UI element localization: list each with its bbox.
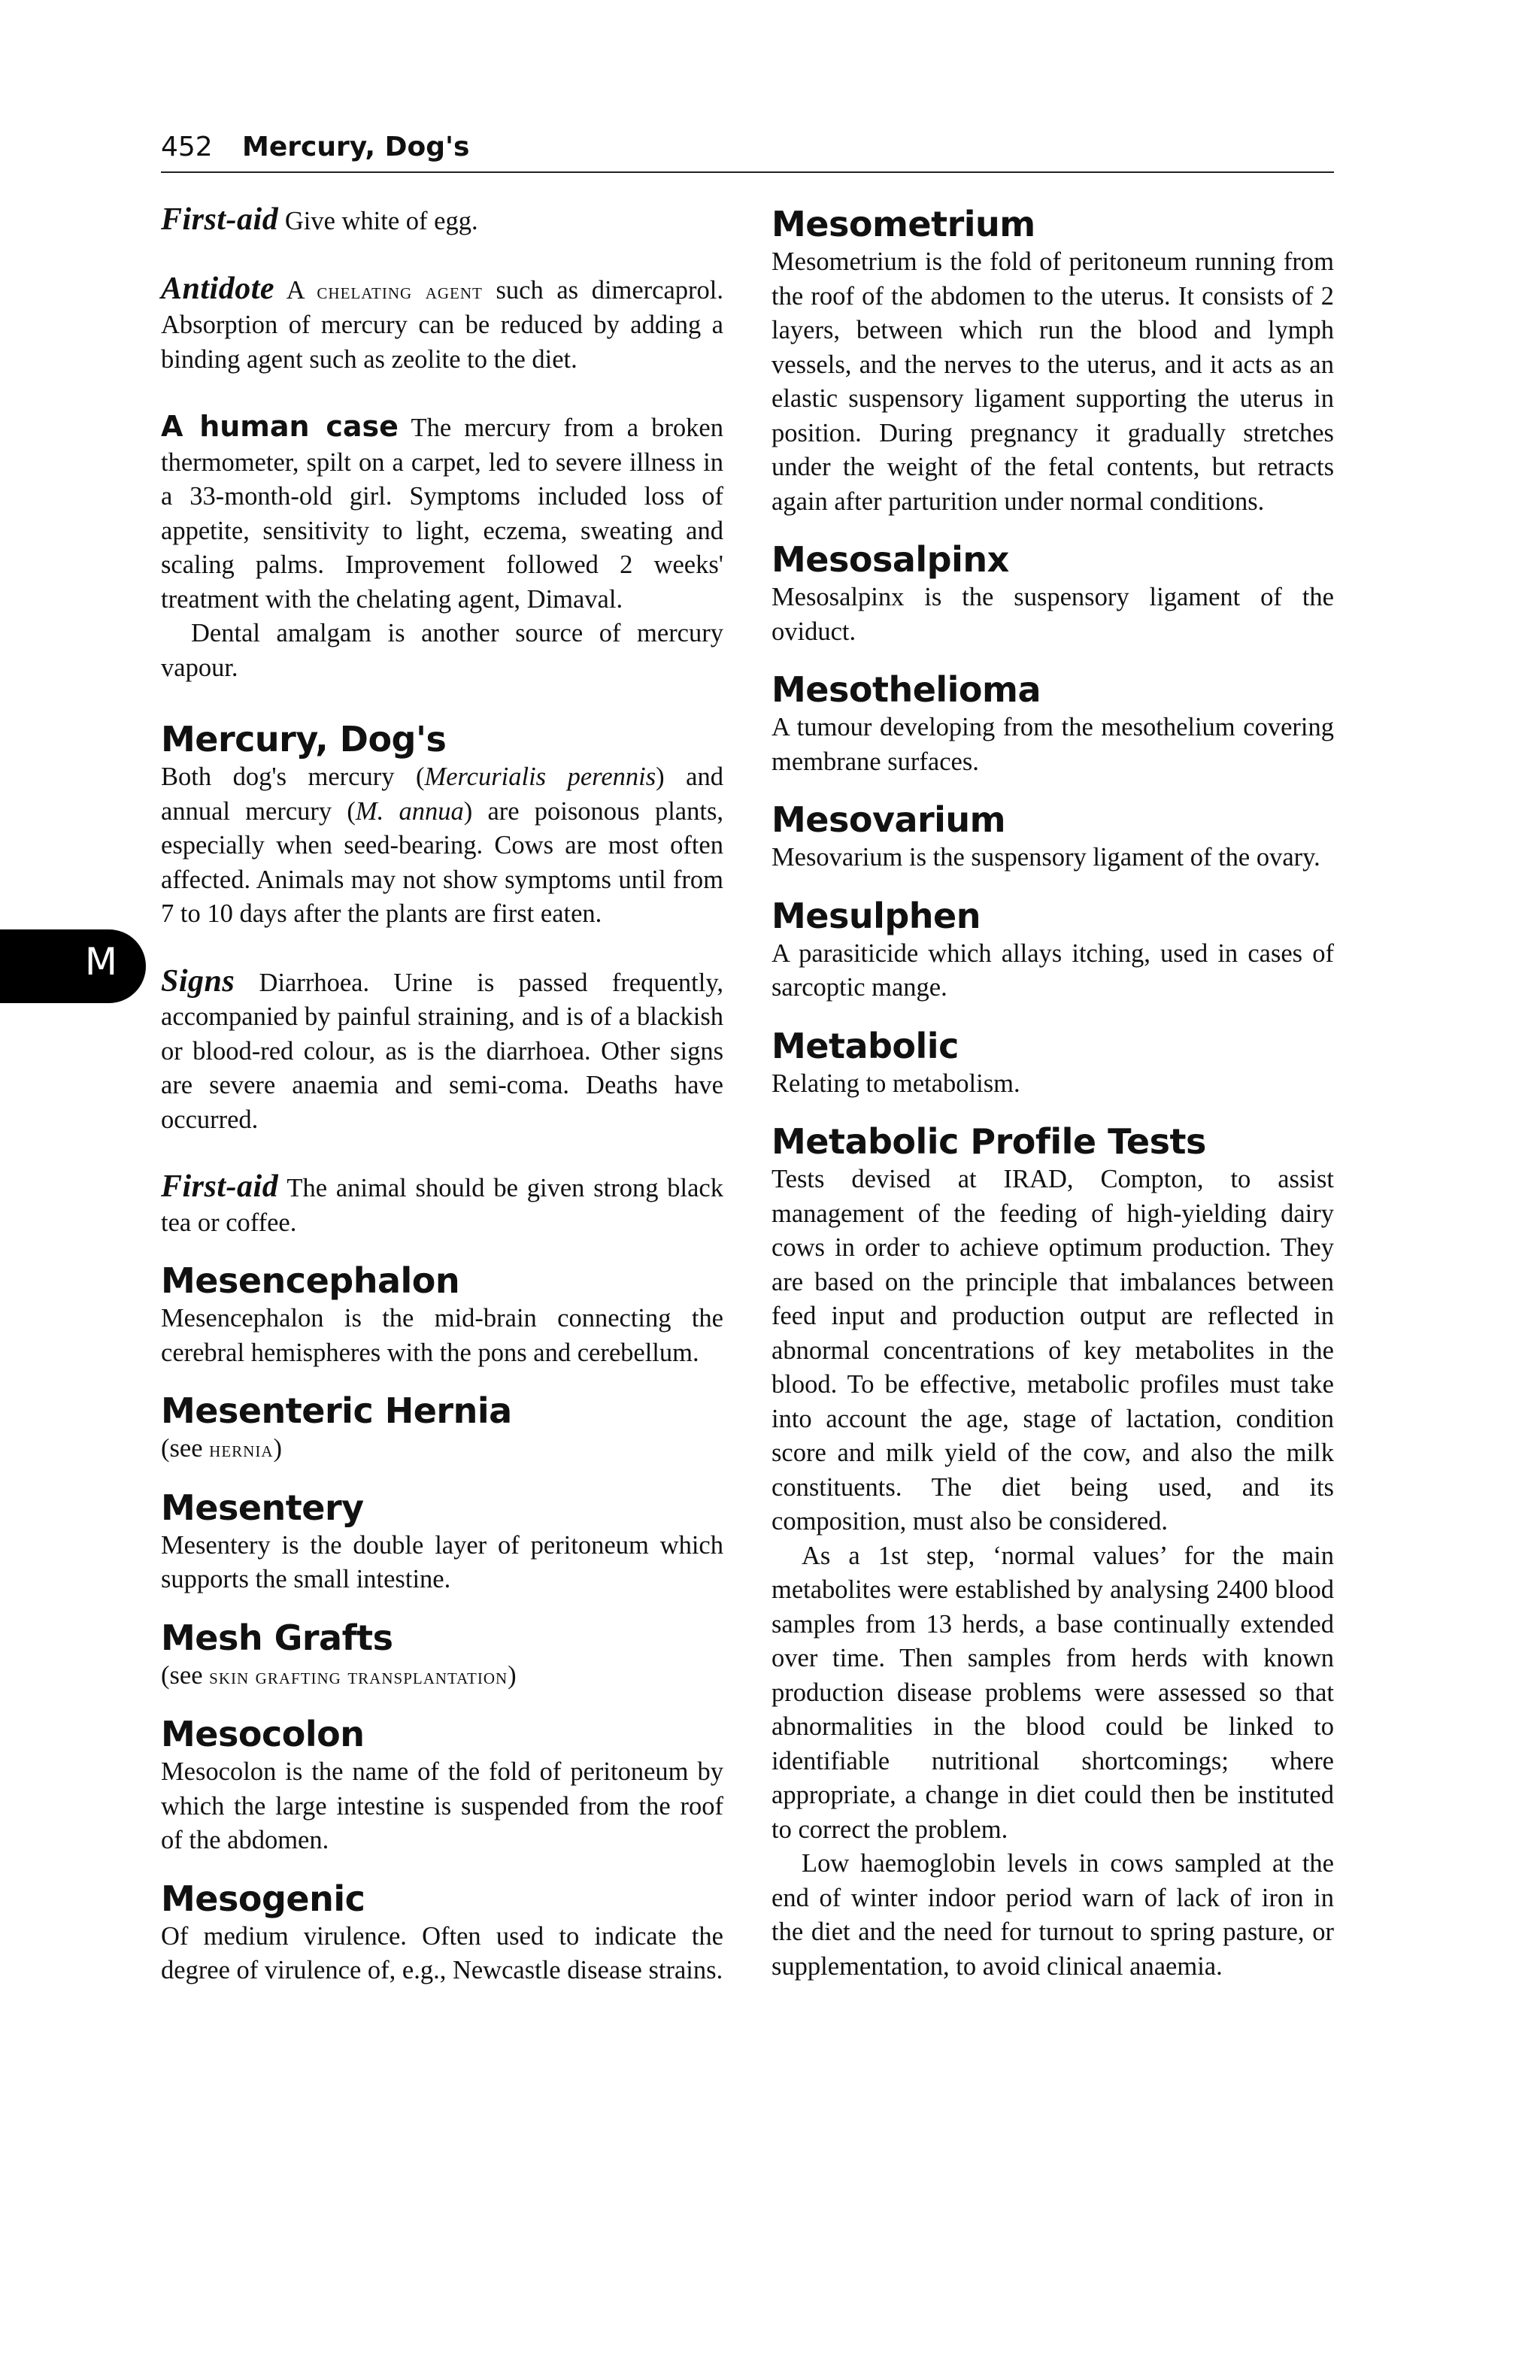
entry-title: Mesovarium	[772, 799, 1006, 840]
first-aid-label: First-aid	[161, 202, 279, 237]
entry-title: Mesh Grafts	[161, 1617, 393, 1658]
entry-mesovarium	[772, 799, 1334, 875]
entry-mesosalpinx	[772, 538, 1334, 649]
entry-title: Mesentery	[161, 1487, 364, 1528]
cross-reference: chelating agent	[317, 278, 483, 304]
entry-title: Mesosalpinx	[772, 539, 1009, 580]
human-case-paragraph: A human case The mercury from a broken thermometer, spilt on a carpet, led to severe illness in a 33-month-old girl. Symptoms included loss of appetite, sensitivity to light, eczema, sweating and scaling palms. Improvement followed 2 weeks' treatment with the chelating agent, Dimaval.	[161, 410, 723, 614]
entry-title: Mercury, Dog's	[161, 719, 447, 759]
entry-text: Tests devised at IRAD, Compton, to assist management of the feeding of high-yielding dairy cows in order to achieve optimum production. They are based on the principle that imbalances between feed input and production output are reflected in abnormal concentrations of key metabolites in the blood. To be effective, metabolic profiles must take into account the age, stage of lactation, condition score and milk yield of the cow, and also the milk constituents. The diet being used, and its composition, must also be considered.	[772, 1165, 1334, 1536]
signs-paragraph: Signs Diarrhoea. Urine is passed frequently, accompanied by painful straining, and is of a blackish or blood-red colour, as is the diarrhoea. Other signs are severe anaemia and semi-coma. Deaths have occurred.	[161, 963, 723, 1134]
first-aid-label-2: First-aid	[161, 1169, 279, 1204]
antidote-paragraph: Antidote A chelating agent such as dimercaprol. Absorption of mercury can be reduced by adding a binding agent such as zeolite to the diet.	[161, 271, 723, 374]
dental-amalgam-paragraph: Dental amalgam is another source of mercury vapour.	[161, 619, 723, 682]
entry-metabolic-profile-tests	[772, 1120, 1334, 1984]
entry-mesothelioma	[772, 669, 1334, 779]
entry-title: Mesometrium	[772, 204, 1035, 244]
right-column	[772, 203, 1334, 1984]
entry-text: Mesovarium is the suspensory ligament of the ovary.	[772, 843, 1320, 872]
left-column	[161, 203, 723, 1988]
entry-title: Metabolic Profile Tests	[772, 1121, 1206, 1162]
entry-title: Metabolic	[772, 1025, 959, 1066]
signs-label: Signs	[161, 963, 235, 999]
entry-text-3: Low haemoglobin levels in cows sampled at the end of winter indoor period warn of lack of iron in the diet and the need for turnout to spring pasture, or supplementation, to avoid clinical anaemia.	[772, 1849, 1334, 1981]
entry-mesencephalon	[161, 1260, 723, 1370]
entry-title: Mesothelioma	[772, 669, 1041, 710]
running-header	[161, 126, 1334, 173]
entry-title: Mesenteric Hernia	[161, 1390, 512, 1431]
entry-mesenteric-hernia	[161, 1390, 723, 1467]
first-aid-paragraph	[161, 203, 723, 239]
see-reference: (see hernia)	[161, 1434, 282, 1463]
antidote-label: Antidote	[161, 271, 275, 306]
see-reference: (see skin grafting transplantation)	[161, 1660, 517, 1690]
entry-text: Mesocolon is the name of the fold of peritoneum by which the large intestine is suspended from the roof of the abdomen.	[161, 1757, 723, 1854]
thumb-index-tab	[0, 929, 146, 1003]
entry-text: A parasiticide which allays itching, used in cases of sarcoptic mange.	[772, 938, 1334, 1002]
entry-title: Mesocolon	[161, 1714, 365, 1754]
entry-metabolic	[772, 1025, 1334, 1102]
entry-text: Mesometrium is the fold of peritoneum running from the roof of the abdomen to the uterus. It consists of 2 layers, between which run the blood and lymph vessels, and the nerves to the uterus, and it acts as an elastic suspensory ligament supporting the uterus in position. During pregnancy it gradually stretches under the weight of the fetal contents, but retracts again after parturition under normal conditions.	[772, 247, 1334, 516]
entry-text: Mesencephalon is the mid-brain connecting the cerebral hemispheres with the pons and cerebellum.	[161, 1304, 723, 1367]
entry-text-2: As a 1st step, ‘normal values’ for the main metabolites were established by analysing 2400 blood samples from 13 herds, a base continually extended over time. Then samples from herds with known production disease problems were assessed so that abnormalities in the blood could be linked to identifiable nutritional shortcomings; where appropriate, a change in diet could then be instituted to correct the problem.	[772, 1541, 1334, 1844]
entry-title: Mesogenic	[161, 1878, 365, 1919]
running-title: Mercury, Dog's	[242, 132, 470, 162]
thumb-index-letter: M	[84, 940, 117, 984]
entry-mercury-continued	[161, 203, 723, 685]
entry-title: Mesulphen	[772, 895, 981, 936]
entry-title: Mesencephalon	[161, 1260, 460, 1301]
entry-text: Relating to metabolism.	[772, 1069, 1020, 1098]
entry-mesh-grafts	[161, 1617, 723, 1694]
entry-text: Both dog's mercury (Mercurialis perennis) and annual mercury (M. annua) are poisonous plants, especially when seed-bearing. Cows are most often affected. Animals may not show symptoms until from 7 to 10 days after the plants are first eaten.	[161, 763, 723, 928]
entry-text: Mesosalpinx is the suspensory ligament of the oviduct.	[772, 583, 1334, 646]
human-case-label: A human case	[161, 410, 399, 443]
entry-mesulphen	[772, 895, 1334, 1005]
page-number: 452	[161, 132, 213, 162]
entry-text: Of medium virulence. Often used to indicate the degree of virulence of, e.g., Newcastle disease strains.	[161, 1921, 723, 1984]
entry-mesometrium	[772, 203, 1334, 519]
entry-text: Mesentery is the double layer of peritoneum which supports the small intestine.	[161, 1530, 723, 1593]
entry-mesentery	[161, 1487, 723, 1597]
entry-mesogenic	[161, 1878, 723, 1988]
first-aid-paragraph-2: First-aid The animal should be given strong black tea or coffee.	[161, 1169, 723, 1237]
entry-text: A tumour developing from the mesothelium covering membrane surfaces.	[772, 713, 1334, 776]
first-aid-text: Give white of egg.	[278, 207, 478, 235]
entry-mesocolon	[161, 1713, 723, 1858]
entry-mercury-dogs	[161, 718, 723, 1240]
